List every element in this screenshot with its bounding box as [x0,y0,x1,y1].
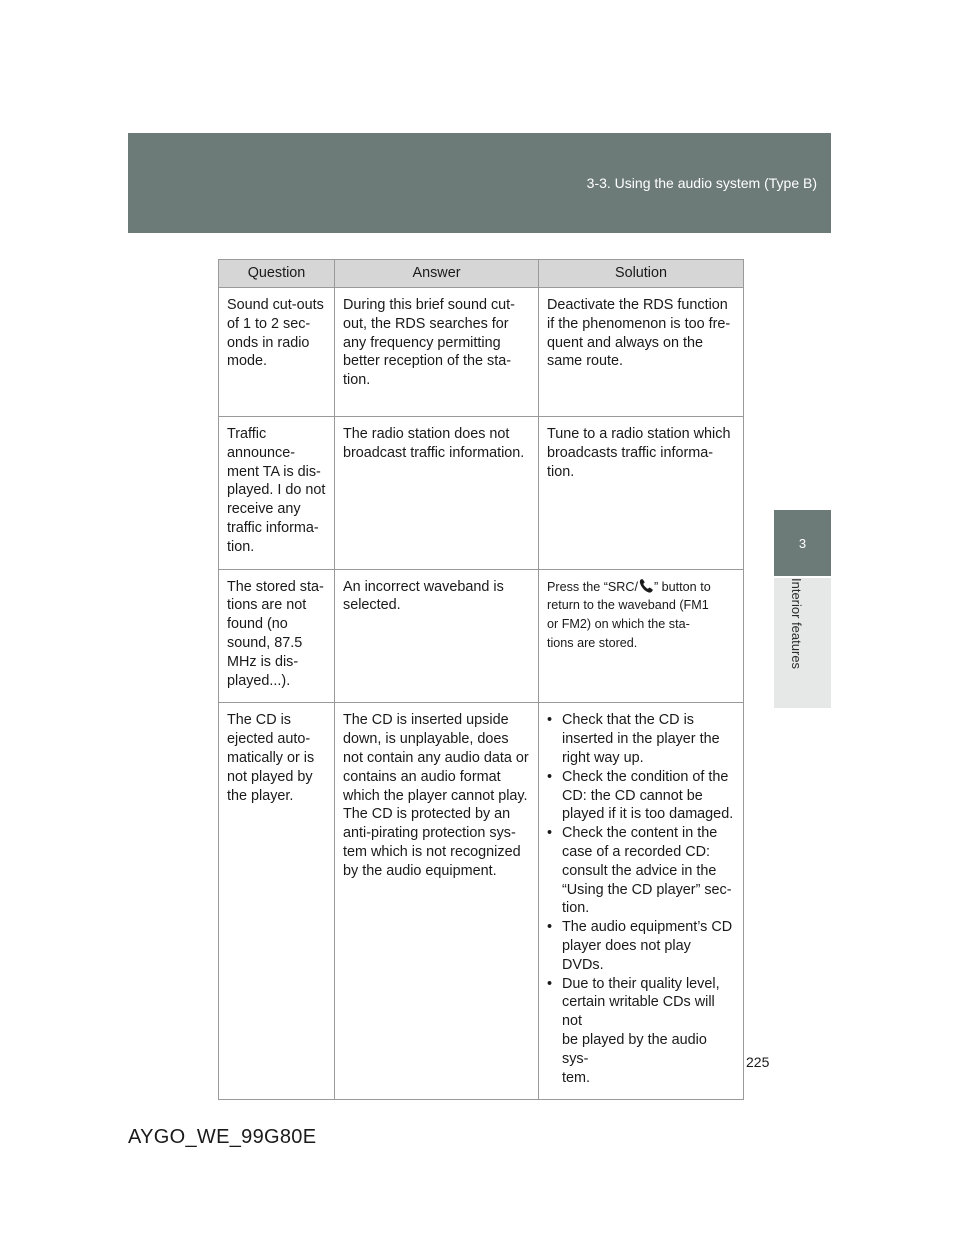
table-row [219,569,744,703]
question-text: The stored sta- tions are not found (no sound, 87.5 MHz is dis- played...). [227,578,324,689]
list-item: • Check the condition of the CD: the CD cannot be played if it is too damaged. [547,768,735,824]
table-row [219,703,744,1100]
question-text: Sound cut-outs of 1 to 2 sec- onds in radio mode. [227,297,324,370]
chapter-label: Interior features [789,578,804,670]
column-header-answer: Answer [335,260,539,288]
question-text: Traffic announce- ment TA is dis- played. I do not receive any traffic informa- tion. [227,426,326,555]
column-header-question: Question [219,260,335,288]
answer-text: The radio station does not broadcast traffic information. [343,426,525,461]
answer-text: The CD is inserted upside down, is unplayable, does not contain any audio data or contains an audio format which the player cannot play. The CD is protected by an anti-pirating protection sys- tem which is not recognized by the audio equipment. [343,712,529,879]
document-code: AYGO_WE_99G80E [128,1126,317,1148]
solution-cell [539,703,744,1100]
page-number: 225 [746,1054,770,1070]
chapter-number: 3 [798,536,807,551]
solution-text: Tune to a radio station which broadcasts traffic informa- tion. [547,426,731,480]
question-cell [219,569,335,703]
phone-icon [638,578,654,594]
question-cell [219,703,335,1100]
solution-bullet-list [547,711,735,1087]
list-item: • The audio equipment’s CD player does not play DVDs. [547,918,735,974]
column-header-solution: Solution [539,260,744,288]
answer-text: An incorrect waveband is selected. [343,578,504,614]
solution-text: Deactivate the RDS function if the phenomenon is too fre- quent and always on the same route. [547,297,731,370]
list-item: • Due to their quality level, certain writable CDs will not be played by the audio sys- tem. [547,975,735,1088]
answer-cell [335,703,539,1100]
solution-suffix-first: ” button to return to the waveband (FM1 or FM2) on which the sta- tions are stored. [547,579,711,650]
table-row [219,288,744,417]
list-item: • Check the content in the case of a recorded CD: consult the advice in the “Using the CD player” sec- tion. [547,824,735,918]
chapter-header-band [128,133,831,233]
solution-prefix: Press the “SRC/ [547,579,638,594]
solution-cell [539,288,744,417]
solution-cell [539,417,744,570]
answer-cell [335,569,539,703]
question-cell [219,288,335,417]
question-cell [219,417,335,570]
answer-cell [335,288,539,417]
list-item: • Check that the CD is inserted in the player the right way up. [547,711,735,767]
troubleshooting-table [218,259,744,1100]
solution-cell [539,569,744,703]
table-row [219,417,744,570]
answer-text: During this brief sound cut- out, the RDS searches for any frequency permitting better reception of the sta- tion. [343,297,515,389]
section-title: 3-3. Using the audio system (Type B) [586,175,817,191]
table-header-row [219,260,744,288]
question-text: The CD is ejected auto- matically or is not played by the player. [227,712,315,804]
chapter-tab [774,510,831,576]
answer-cell [335,417,539,570]
solution-text [547,578,735,653]
